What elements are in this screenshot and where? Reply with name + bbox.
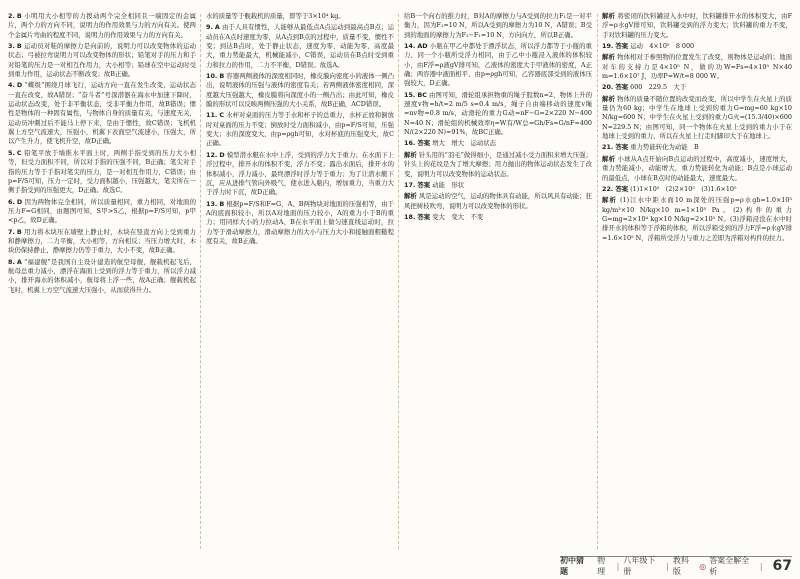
question-number: 11. — [206, 111, 218, 120]
question-number: 7. — [8, 227, 15, 236]
question-number: 6. — [8, 197, 15, 206]
question-number: 21. — [602, 143, 614, 152]
answer-item — [602, 143, 792, 152]
answer-key: D — [16, 197, 23, 206]
answer-text: “福建舰”是我国自主设计建造的航空母舰，舰载机起飞后，航母总重力减小，漂浮在海面上受到的浮力等于重力，所以浮力减小，排开海水的体积减小，航母将上浮一些，故A正确；舰载机起飞时，机翼上方空气流速大压强小，从而获得升力。 — [8, 257, 196, 294]
answer-item — [8, 228, 196, 256]
answer-text: 小球从A点开始向B点运动的过程中，高度减小，速度增大，重力势能减小，动能增大，重力势能转化为动能；B点是小球运动的最低点，小球在B点时的动能最大，速度最大。 — [602, 154, 792, 182]
column-1 — [8, 12, 196, 553]
answer-item — [8, 12, 196, 40]
question-number: 9. — [206, 23, 213, 32]
answer-item — [206, 151, 394, 198]
answer-item — [404, 181, 592, 190]
question-number: 18. — [404, 212, 416, 221]
answer-key: 答案 — [615, 143, 629, 152]
question-number: 13. — [206, 199, 218, 208]
answer-text: 模型潜水艇在水中上浮，受到的浮力大于重力；在水面下上浮过程中，排开水的体积不变，浮力不变；露出水面后，排开水的体积减小，浮力减小，最终漂浮时浮力等于重力；为了让潜水艇下沉，应从进排气管向外吸气，使水进入瓶内，增加重力，当重力大于浮力时下沉，故D正确。 — [206, 150, 394, 197]
footer-edition: 教科版 — [672, 556, 689, 576]
answer-key: 解析 — [602, 53, 615, 62]
answer-key: A — [214, 23, 220, 32]
answer-item — [602, 155, 792, 183]
answer-item — [602, 185, 792, 194]
answer-item — [602, 12, 792, 40]
answer-text: “蝶级”围绕月球飞行，运动方向一直在发生改变，运动状态一直在改变，故A错误；“奋斗者”号深潜器在海水中加速下降时，运动状态改变，处于非平衡状态，受非平衡力作用，故B错误；惯性是物体的一种固有属性，与物体自身的质量有关，与速度无关，运动员冲刺过后不能马上停下来，是由于惯性，故C错误；飞机机翼上方空气流速大，压强小，机翼下表面空气流速小，压强大，所以产生升力，使飞机升空，故D正确。 — [8, 81, 196, 146]
question-number: 22. — [602, 184, 614, 193]
answer-text: 由于人具有惯性，人能够从最低点A点运动到最高点B点；运动员在A点时速度为零，从A点到B点的过程中，质量不变，惯性不变；到达B点时，处于静止状态，速度为零，动能为零，高度最大，重力势能最大，机械能减小，C错误，运动员在B点时受到重力和拉力的作用，二力不平衡，D错误。故选A。 — [206, 23, 394, 69]
question-number: 12. — [206, 150, 218, 159]
answer-item — [404, 12, 592, 40]
footer-symbol: ◎ — [699, 561, 707, 571]
answer-text: 容器两侧液体的深度相同时，橡皮膜向密度小的液体一侧凸出，说明液体的压强与液体的密度有关；若两侧液体密度相同，深度越大压强越大，橡皮膜将向深度小的一侧凸出；由此可知，橡皮膜的形状可以反映两侧压强的大小关系，故B正确，ACD错误。 — [206, 72, 394, 109]
answer-text: 针头用的“羽毛”做得细小，是通过减小受力面积来增大压强；针头上的花纹是为了增大摩擦；用力抛出的物体运动状态发生了改变，说明力可以改变物体的运动状态。 — [404, 150, 592, 178]
answer-text: 小瓶在甲乙中都处于漂浮状态，所以浮力都等于小瓶的重力，同一个小瓶所受浮力相同，由于乙中小瓶浸入液体的体积较小，由F浮=ρ液gV排可知，乙液体的密度大于甲液体的密度，A正确；两容器中液面相平，由p=ρgh可知，乙容器底部受到的液体压强较大，D正确。 — [404, 42, 592, 88]
answer-key: 答案 — [615, 42, 629, 51]
answer-text: 变大 变大 不变 — [432, 212, 484, 221]
answer-key: 解析 — [602, 12, 616, 20]
page-footer: 初中猜题 物理 | 八年级下册 | 教科版 ◎ 答案全解全析 | 67 — [560, 556, 792, 576]
answer-item — [404, 91, 592, 138]
answer-item — [206, 200, 394, 247]
answer-text: 运动 4×10⁵ 8 000 — [630, 42, 695, 51]
question-number: 14. — [404, 42, 416, 51]
answer-text: (1)1×10⁵ (2)2×10⁵ (3)1.6×10⁵ — [630, 184, 737, 193]
answer-item — [8, 198, 196, 226]
question-number: 2. — [8, 12, 15, 20]
answer-item — [404, 213, 592, 222]
answer-item — [8, 42, 196, 79]
answer-item — [206, 23, 394, 70]
answer-key: B — [16, 227, 22, 236]
answer-key: B — [219, 199, 225, 208]
answer-text: 水的质量等于舰载机的质量，即等于3×10⁴ kg。 — [206, 12, 345, 20]
footer-subject: 物理 — [597, 556, 606, 576]
answer-key: 解析 — [404, 150, 417, 159]
answer-key: BC — [417, 90, 427, 99]
answer-item — [206, 12, 394, 21]
answer-key: A — [16, 257, 22, 266]
answer-item — [8, 258, 196, 295]
answer-key: 答案 — [417, 180, 431, 189]
answer-key: 解析 — [602, 196, 617, 205]
question-number: 10. — [206, 72, 218, 81]
answer-item — [8, 149, 196, 196]
answer-text: (1)江水中距水面10 m深处的压强p=ρ水gh=1.0×10³ kg/m³×10 N/kg×10 m=1×10⁵ Pa。(2)构件的重力G=mg=2×10⁴ kg×10 N/kg=2×10⁵ N。(3)浮箱浸没在水中时排开水的体积等于浮箱的体积，所以浮箱受到的浮力F浮=ρ水gV排=1.6×10⁵ N，浮箱所受浮力与重力之差即为浮箱对构件的拉力。 — [602, 196, 792, 242]
answer-item — [404, 151, 592, 179]
answer-text: 物体的质量不随位置的改变而改变，所以中学生在火星上的质量仍为60 kg；中学生在地球上受到的重力G=mg=60 kg×10 N/kg=600 N；中学生在火星上受到的重力G火=(15.3/40)×600 N=229.5 N；由图可知，同一个物体在火星上受到的重力小于在地球上受到的重力，所以在火星上行走时脚印大于在地球上。 — [602, 94, 792, 141]
answer-item — [602, 95, 792, 142]
answer-item — [404, 192, 592, 211]
column-divider — [200, 14, 201, 549]
answer-item — [206, 72, 394, 109]
answer-item — [602, 53, 792, 81]
answer-text: 小明用大小相等的力拨动两个完全相同且一端固定的金属片，两个力的方向不同，说明力的作用效果与力的方向有关。使两个金属片弯曲的程度不同，说明力的作用效果与力的方向有关。 — [8, 12, 196, 39]
answer-text: 将密闭的饮料罐浸入水中时，饮料罐排开水的体积变大，由F浮=ρ水gV排可知，饮料罐受到的浮力变大；饮料罐的重力不变，手对饮料罐的压力变大。 — [602, 12, 792, 39]
answer-key: 答案 — [615, 184, 629, 193]
answer-text: 动能 形状 — [432, 180, 465, 189]
question-number: 16. — [404, 139, 416, 148]
answer-key: D — [16, 81, 23, 90]
answer-key: 解析 — [602, 154, 616, 163]
answer-key: 答案 — [417, 212, 431, 221]
answer-item — [602, 83, 792, 92]
answer-key: 解析 — [602, 94, 615, 103]
answer-key: B — [16, 12, 22, 20]
answer-key: B — [16, 42, 22, 51]
answer-text: 用力将木块压在墙壁上静止时，木块在竖直方向上受到重力和静摩擦力，二力平衡，大小相等，方向相反；当压力增大时，木块仍保持静止，静摩擦力仍等于重力，大小不变，故B正确。 — [8, 227, 196, 255]
question-number: 5. — [8, 148, 15, 157]
column-3 — [404, 12, 592, 553]
question-number: 8. — [8, 257, 15, 266]
question-number: 15. — [404, 90, 416, 99]
answer-key: C — [219, 111, 225, 120]
answer-key: C — [16, 148, 22, 157]
page-number: 67 — [772, 558, 792, 574]
answer-text: 风是运动的空气，运动的物体具有动能，所以风具有动能；狂风把树枝吹弯，说明力可以改变物体的形状。 — [404, 192, 592, 210]
column-4 — [602, 12, 792, 553]
answer-text: 增大 增大 运动状态 — [432, 139, 497, 148]
answer-text: 因为两物体完全相同，所以质量相同，重力相同，对地面的压力F=G相同，由题图可知，S甲>S乙，根据p=F/S可知，p甲<p乙，故D正确。 — [8, 197, 196, 225]
answer-item — [404, 139, 592, 148]
answer-item — [602, 42, 792, 51]
question-number: 4. — [8, 81, 15, 90]
answer-item — [8, 81, 196, 146]
answer-text: 600 229.5 大于 — [630, 83, 687, 92]
answer-item — [602, 196, 792, 243]
answer-key: 答案 — [615, 83, 629, 92]
answer-text: 由图可知，滑轮组承担物重的绳子股数n=2，物体上升的速度v物=h/t=2 m/5 s=0.4 m/s，绳子自由端移动的速度v绳=nv物=0.8 m/s，动滑轮的重力G动=nF−G=2×220 N−400 N=40 N；滑轮组的机械效率η=W有/W总=Gh/Fs=G/nF=400 N/(2×220 N)≈91%，故BC正确。 — [404, 90, 592, 137]
question-number: 17. — [404, 180, 416, 189]
answer-key: D — [219, 150, 225, 159]
question-number: 3. — [8, 42, 15, 51]
footer-grade: 八年级下册 — [623, 556, 656, 576]
answer-key: 答案 — [417, 139, 431, 148]
answer-text: 水杯对桌面的压力等于水和杯子的总重力，水杯正放和倒放时对桌面的压力不变；倒放时受力面积减小，由p=F/S可知，压强变大；水的深度变大，由p=ρgh可知，水对杯底的压强变大，故C正确。 — [206, 111, 394, 148]
answer-item — [206, 111, 394, 148]
answer-key: B — [219, 72, 225, 81]
answer-text: 根据p=F/S和F=G，A、B两物块对地面的压强相等，由于A的底面积较小，所以A对地面的压力较小，A的重力小于B的重力；用同样大小的力拉动A、B在水平面上做匀速直线运动时，拉力等于滑动摩擦力，滑动摩擦力的大小与压力大小和接触面粗糙程度有关，故B正确。 — [206, 199, 394, 245]
question-number: 20. — [602, 83, 614, 92]
column-2 — [206, 12, 394, 553]
answer-item — [404, 42, 592, 89]
footer-section: 答案全解全析 — [709, 556, 750, 576]
column-divider — [398, 14, 399, 549]
footer-brand: 初中猜题 — [560, 556, 584, 576]
answer-text: 给B一个向右的推力时，B对A的摩擦力与A受到的拉力F₁是一对平衡力，因为F₁=10 N，所以A受到的摩擦力为10 N，A错误；B受到的地面的摩擦力为F₂−F₁=10 N，方向向左，所以B正确。 — [404, 12, 592, 39]
column-divider — [597, 14, 598, 549]
answer-text: 运动员对鞋的摩擦力是向前的，说明力可以改变物体的运动状态；弓被拉弯说明力可以改变物体的形状；铅笔对手的压力和手对铅笔的压力是一对相互作用力，大小相等；铅球在空中运动时受到重力作用，运动状态不断改变；故B正确。 — [8, 42, 196, 79]
answer-text: 重力势能转化为动能 B — [630, 143, 699, 152]
answer-key: 解析 — [404, 192, 417, 201]
answer-key: AD — [417, 42, 428, 51]
answer-text: 物体相对于参照物的位置发生了改变，则物体是运动的；地面对车的支持力是4×10⁵ N，做的功W=Fs=4×10⁵ N×40 m=1.6×10⁷ J，功率P=W/t=8 000 W。 — [602, 53, 792, 81]
answer-text: 铅笔平放于墙推水平面上时，两侧手指受到的压力大小相等，但受力面积不同，所以对手指的压强不同，B正确；笔尖对手指的压力等于手指对笔尖的压力，是一对相互作用力，C错误；由p=F/S可知，压力一定时，受力面积越小，压强越大，笔尖所在一侧手指受到的压强更大，D正确。故选C。 — [8, 148, 196, 195]
question-number: 19. — [602, 42, 614, 51]
